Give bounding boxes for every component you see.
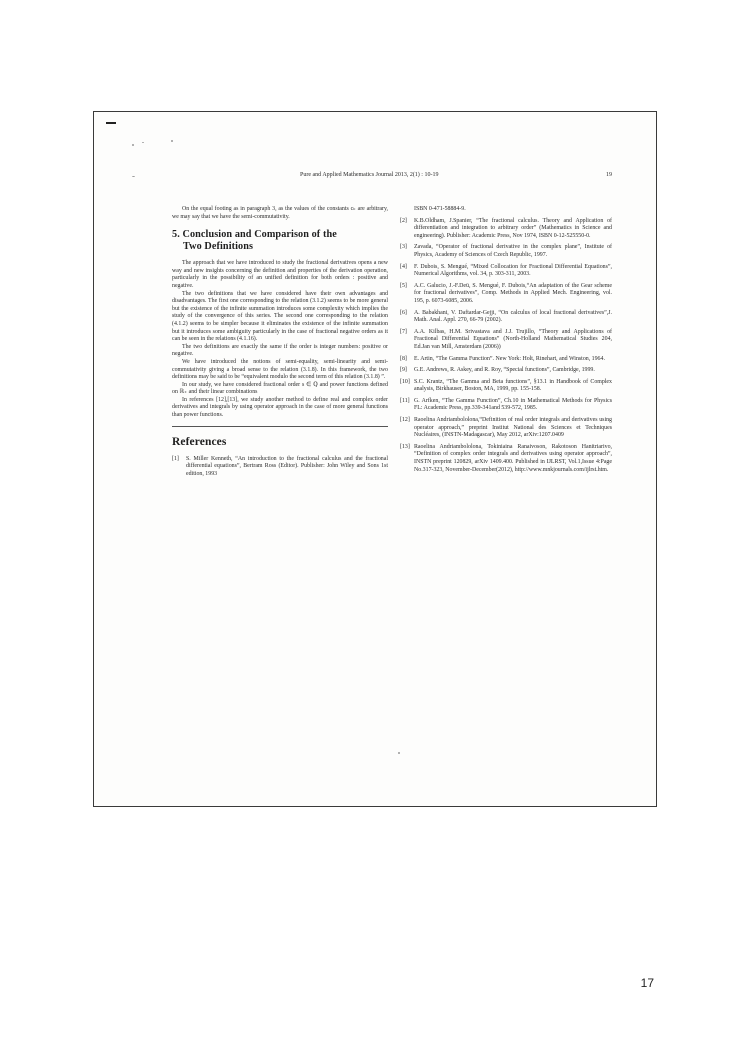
body-paragraph: The two definitions are exactly the same if the order is integer numbers: positive or negative. <box>172 343 388 358</box>
slide-number: 17 <box>640 976 654 990</box>
reference-number: [7] <box>400 328 407 335</box>
reference-item <box>400 398 612 413</box>
reference-text: Zavada, “Operator of fractional derivative in the complex plane”, Institute of Physics, Academy of Sciences of Czech Republic, 1997. <box>414 244 612 258</box>
reference-item <box>400 283 612 306</box>
body-paragraph: The two definitions that we have considered have their own advantages and disadvantages. The first one corresponding to the relation (3.1.2) seems to be more general but the existence of the infinite summation introduces some complexity which implies the study of the convergence of this series. The second one corresponding to the relation (4.1.2) seems to be simpler because it eliminates the existence of the infinite summation but it introduces some ambiguity particularly in the case of fractional negative orders as it can be seen in the relations (4.1.16). <box>172 290 388 343</box>
reference-number: [4] <box>400 263 407 270</box>
reference-text: S. Miller Kenneth, “An introduction to the fractional calculus and the fractional differential equations”, Bertram Ross (Editor). Publisher: John Wiley and Sons 1st edition, 1993 <box>186 455 388 477</box>
intro-paragraph: On the equal footing as in paragraph 3, as the values of the constants cₖ are arbitrary, we may say that we have the semi-commutativity. <box>172 206 388 220</box>
reference-item <box>400 310 612 325</box>
scan-speck <box>398 752 400 754</box>
body-paragraph: We have introduced the notions of semi-equality, semi-linearity and semi-commutativity giving a broad sense to the relation (3.1.8). In this framework, the two definitions may be said to be “equivalent modulo the second term of this relation (3.1.8) ”. <box>172 358 388 381</box>
reference-continuation <box>400 206 612 214</box>
journal-page-number: 19 <box>606 172 612 178</box>
reference-number: [2] <box>400 217 407 224</box>
reference-text: A.A. Kilbas, H.M. Srivastava and J.J. Trujillo, “Theory and Applications of Fractional Differential Equations” (North-Holland Mathematical Studies 204, Ed.Jan van Mill, Amsterdam (2006)) <box>414 328 612 350</box>
section-heading-line2: Two Definitions <box>183 241 254 253</box>
reference-number: [10] <box>400 378 410 385</box>
reference-item <box>400 244 612 259</box>
section-heading <box>172 229 388 253</box>
scan-artifact-mark <box>106 122 116 124</box>
reference-item <box>400 356 612 364</box>
body-paragraph: In references [12],[13], we study another method to define real and complex order derivatives and integrals by using operator approach in the case of more general functions than power functions. <box>172 396 388 419</box>
journal-header: Pure and Applied Mathematics Journal 2013, 2(1) : 10-19 <box>300 172 439 178</box>
reference-number: [3] <box>400 244 407 251</box>
reference-number: [13] <box>400 443 410 450</box>
section-heading-line1: 5. Conclusion and Comparison of the <box>172 229 337 241</box>
reference-text: A. Babakhani, V. Daftardar-Gejji, “On calculus of local fractional derivatives”,J. Math. Anal. Appl. 270, 66-79 (2002). <box>414 309 612 324</box>
reference-number: [8] <box>400 355 407 362</box>
reference-text: Raoelina Andriambololona, Tokiniaina Ranaivoson, Rakotoson Hanitriarivo, “Definition of complex order integrals and derivatives using operator approach”, INSTN preprint 120829, arXiv 1409.400. Published in IJLRST, Vol.1,Issue 4:Page No.317-323, November-December(2012), http://www.mnkjournals.com/ijlrst.htm. <box>414 443 612 473</box>
reference-number: [6] <box>400 309 407 316</box>
reference-number: [11] <box>400 397 410 404</box>
reference-item <box>172 456 388 479</box>
reference-text: ISBN 0-471-58884-9. <box>414 206 466 212</box>
right-column <box>400 206 612 478</box>
reference-text: Raoelina Andriambololona,“Definition of real order integrals and derivatives using operator approach,” preprint Institut National des Sciences et Techniques Nucléaires, (INSTN-Madagascar), May 2012, arXiv:1207.0409 <box>414 417 612 439</box>
reference-text: G. Arfken, “The Gamma Function”, Ch.10 in Mathematical Methods for Physics FL: Academic Press, pp.339-341and 539-572, 1985. <box>414 397 612 412</box>
reference-item <box>400 417 612 440</box>
scan-speck <box>171 140 173 142</box>
reference-item <box>400 367 612 375</box>
body-paragraph: The approach that we have introduced to study the fractional derivatives opens a new way and new insights concerning the definition and properties of the derivation operation, particularly in the possibility of an unified definition for both orders : positive and negative. <box>172 260 388 289</box>
reference-number: [5] <box>400 282 407 289</box>
reference-item <box>400 379 612 394</box>
reference-item <box>400 444 612 474</box>
references-heading: References <box>172 435 227 448</box>
section-divider <box>172 426 388 427</box>
reference-number: [1] <box>172 455 179 462</box>
reference-item <box>400 264 612 279</box>
body-paragraph: In our study, we have considered fractional order s ∈ ℚ and power functions defined on ℝ₊ and their linear combinations <box>172 381 388 396</box>
reference-text: K.B.Oldham, J.Spanier, “The fractional calculus. Theory and Application of differentiation and integration to arbitrary order” (Mathematics in Science and engineering). Publisher: Academic Press, Nov 1974, ISBN 0-12-525550-0. <box>414 217 612 239</box>
reference-text: G.E. Andrews, R. Askey, and R. Roy, “Special functions”, Cambridge, 1999. <box>414 367 595 374</box>
reference-number: [12] <box>400 417 410 424</box>
reference-item <box>400 218 612 241</box>
reference-text: A.C. Galucio, J.-F.Deü, S. Mengué, F. Dubois,“An adaptation of the Gear scheme for fractional derivatives”, Comp. Methods in Applied Mech. Engineering, vol. 195, p. 6073-6085, 2006. <box>414 282 612 304</box>
reference-text: E. Artin, “The Gamma Function”. New York: Holt, Rinehart, and Winston, 1964. <box>414 355 605 362</box>
left-column <box>172 206 388 482</box>
reference-text: F. Dubois, S. Mengué, “Mixed Collocation for Fractional Differential Equations”, Numerical Algorithms, vol. 34, p. 303-311, 2003. <box>414 263 612 278</box>
reference-text: S.C. Krantz, “The Gamma and Beta functions”, §13.1 in Handbook of Complex analysis, Birkhauser, Boston, MA, 1999, pp. 155-158. <box>414 378 612 393</box>
scan-speck <box>142 142 144 143</box>
reference-item <box>400 329 612 352</box>
scan-speck <box>132 144 134 146</box>
scan-speck <box>132 176 135 177</box>
reference-number: [9] <box>400 367 407 374</box>
